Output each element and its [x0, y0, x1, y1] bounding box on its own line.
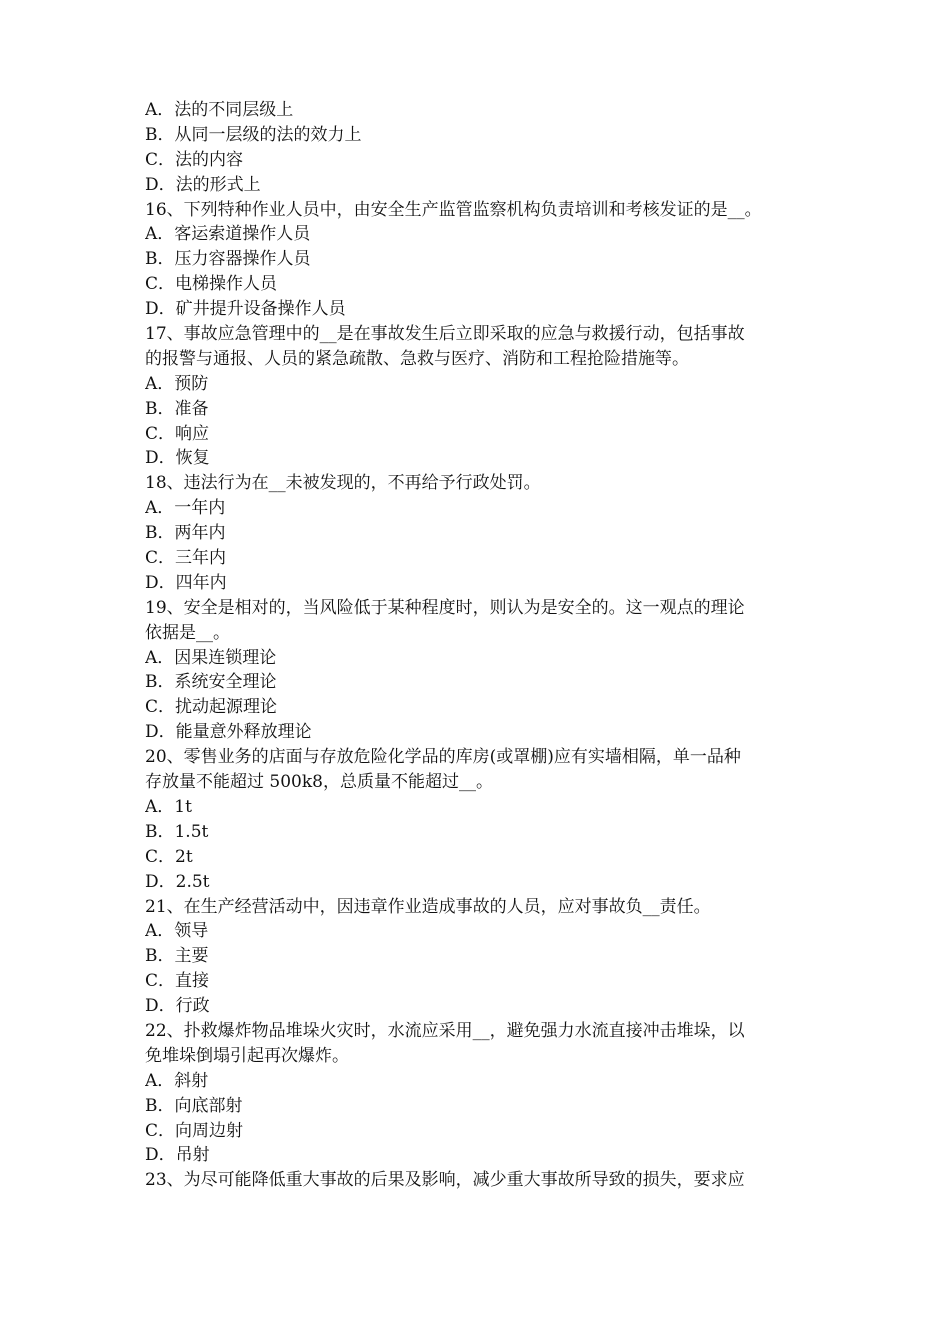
option-line: D．行政	[145, 996, 210, 1017]
option-line: A．领导	[145, 921, 209, 942]
option-line: C．直接	[145, 971, 210, 992]
option-line: B．两年内	[145, 523, 226, 544]
option-line: D．四年内	[145, 572, 227, 593]
document-body	[145, 98, 815, 1193]
question-19: 19、安全是相对的，当风险低于某种程度时，则认为是安全的。这一观点的理论	[145, 597, 745, 618]
option-line: B．从同一层级的法的效力上	[145, 124, 362, 145]
question-18: 18、违法行为在__未被发现的，不再给予行政处罚。	[145, 473, 541, 494]
question-19-continued: 依据是__。	[145, 622, 230, 643]
option-line: B．系统安全理论	[145, 672, 277, 693]
option-line: B．主要	[145, 946, 209, 967]
option-line: D．吊射	[145, 1145, 210, 1166]
option-line: A．一年内	[145, 498, 226, 519]
option-line: C．法的内容	[145, 149, 244, 170]
option-line: C．三年内	[145, 548, 227, 569]
option-line: A．斜射	[145, 1070, 209, 1091]
question-22-continued: 免堆垛倒塌引起再次爆炸。	[145, 1045, 349, 1066]
option-line: C．响应	[145, 423, 210, 444]
option-line: C．2t	[145, 846, 193, 867]
option-line: A．客运索道操作人员	[145, 224, 311, 245]
option-line: C．扰动起源理论	[145, 697, 278, 718]
question-16: 16、下列特种作业人员中，由安全生产监管监察机构负责培训和考核发证的是__。	[145, 199, 762, 220]
option-line: A．法的不同层级上	[145, 100, 294, 120]
question-20: 20、零售业务的店面与存放危险化学品的库房(或罩棚)应有实墙相隔，单一品种	[145, 747, 741, 768]
question-17-continued: 的报警与通报、人员的紧急疏散、急救与医疗、消防和工程抢险措施等。	[145, 348, 689, 369]
option-line: A．因果连锁理论	[145, 647, 277, 668]
option-line: C．电梯操作人员	[145, 274, 278, 295]
option-line: C．向周边射	[145, 1120, 244, 1141]
option-line: D．能量意外释放理论	[145, 722, 312, 743]
option-line: D．2.5t	[145, 871, 210, 892]
option-line: A．预防	[145, 373, 209, 394]
option-line: B．准备	[145, 398, 209, 419]
option-line: D．恢复	[145, 448, 210, 469]
option-line: A．1t	[145, 796, 192, 817]
option-line: D．矿井提升设备操作人员	[145, 299, 346, 320]
question-22: 22、扑救爆炸物品堆垛火灾时，水流应采用__，避免强力水流直接冲击堆垛，以	[145, 1020, 745, 1041]
question-23: 23、为尽可能降低重大事故的后果及影响，减少重大事故所导致的损失，要求应	[145, 1170, 745, 1191]
question-20-continued: 存放量不能超过 500k8，总质量不能超过__。	[145, 772, 493, 793]
option-line: D．法的形式上	[145, 174, 261, 195]
question-17: 17、事故应急管理中的__是在事故发生后立即采取的应急与救援行动，包括事故	[145, 324, 745, 345]
question-21: 21、在生产经营活动中，因违章作业造成事故的人员，应对事故负__责任。	[145, 896, 711, 917]
option-line: B．1.5t	[145, 821, 209, 842]
option-line: B．向底部射	[145, 1095, 243, 1116]
option-line: B．压力容器操作人员	[145, 249, 311, 270]
